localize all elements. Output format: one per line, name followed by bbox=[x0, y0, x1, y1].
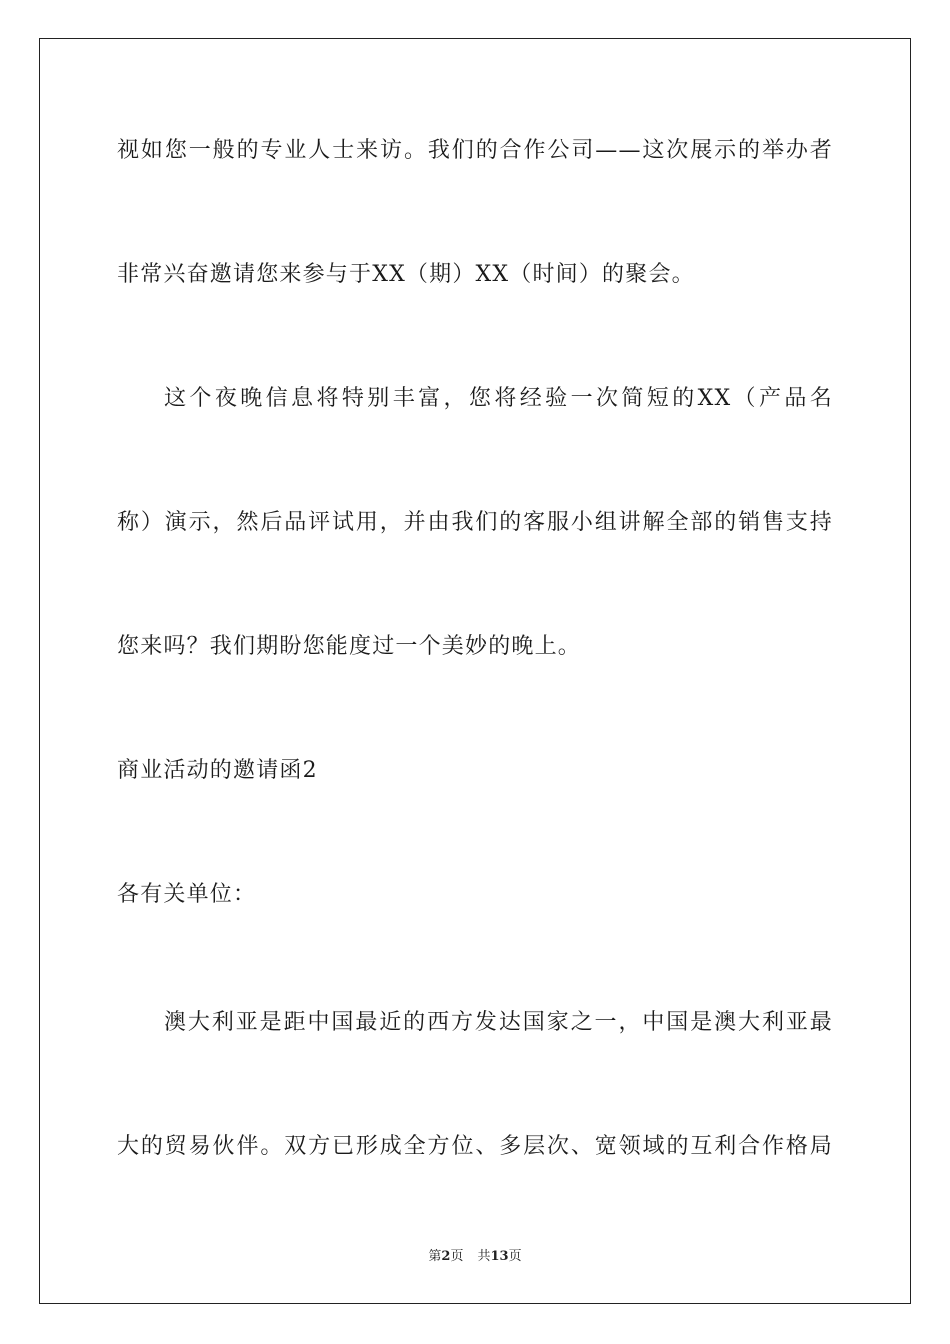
page-number: 2 bbox=[441, 1249, 451, 1264]
page-footer bbox=[0, 1248, 950, 1266]
paragraph-line: 这个夜晚信息将特别丰富，您将经验一次简短的XX（产品名 bbox=[164, 386, 833, 411]
total-suffix: 页 bbox=[508, 1249, 522, 1264]
paragraph-line: 您来吗？我们期盼您能度过一个美妙的晚上。 bbox=[117, 634, 582, 659]
page-prefix: 第 bbox=[428, 1249, 442, 1264]
salutation: 各有关单位： bbox=[117, 882, 257, 907]
paragraph-line: 非常兴奋邀请您来参与于XX（期）XX（时间）的聚会。 bbox=[117, 262, 695, 287]
paragraph-line: 澳大利亚是距中国最近的西方发达国家之一，中国是澳大利亚最 bbox=[164, 1010, 833, 1035]
page-border bbox=[39, 38, 911, 1304]
paragraph-line: 视如您一般的专业人士来访。我们的合作公司——这次展示的举办者 bbox=[117, 138, 833, 163]
total-pages: 13 bbox=[490, 1249, 509, 1264]
paragraph-line: 大的贸易伙伴。双方已形成全方位、多层次、宽领域的互利合作格局 bbox=[117, 1134, 833, 1159]
section-heading: 商业活动的邀请函2 bbox=[117, 758, 318, 783]
paragraph-line: 称）演示，然后品评试用，并由我们的客服小组讲解全部的销售支持 bbox=[117, 510, 833, 535]
total-prefix: 共 bbox=[477, 1249, 491, 1264]
page-suffix: 页 bbox=[450, 1249, 464, 1264]
